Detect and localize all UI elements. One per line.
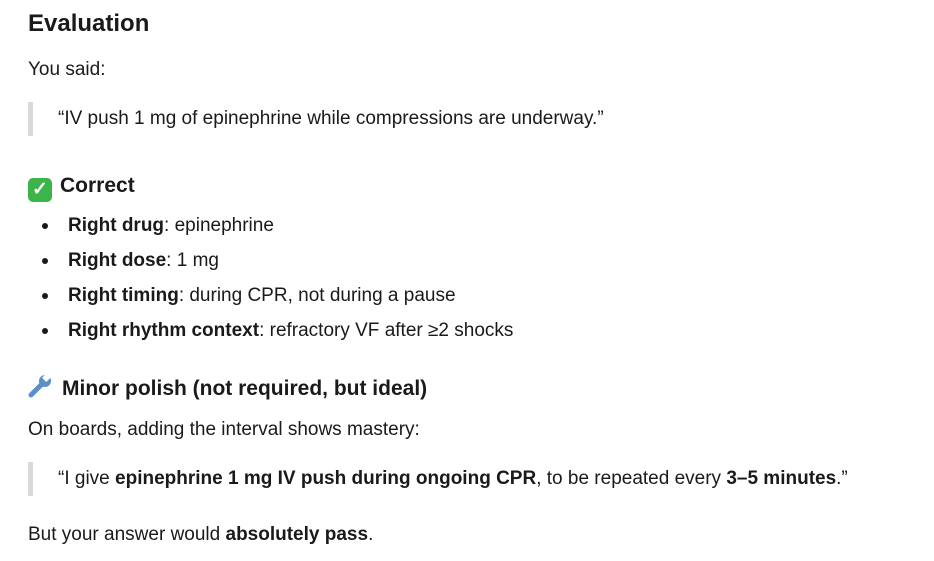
item-text: : epinephrine bbox=[164, 215, 274, 236]
item-label: Right timing bbox=[68, 285, 179, 306]
list-item bbox=[28, 278, 513, 313]
quote-bold: epinephrine 1 mg IV push during ongoing CPR bbox=[115, 468, 537, 489]
item-text: : during CPR, not during a pause bbox=[178, 285, 456, 306]
list-item bbox=[28, 313, 513, 348]
item-text: : 1 mg bbox=[166, 250, 219, 271]
item-label: Right dose bbox=[68, 250, 167, 271]
correct-list bbox=[28, 208, 513, 348]
polish-heading bbox=[28, 374, 427, 401]
list-item bbox=[28, 243, 513, 278]
quote-text: “I give bbox=[58, 468, 116, 489]
closing-text bbox=[28, 524, 373, 546]
closing-bold: absolutely pass bbox=[225, 524, 369, 545]
quote-text: , to be repeated every bbox=[536, 468, 727, 489]
wrench-icon bbox=[28, 374, 54, 398]
polish-intro: On boards, adding the interval shows mastery: bbox=[28, 419, 420, 440]
quote-text: .” bbox=[836, 468, 848, 489]
correct-title: Correct bbox=[60, 174, 135, 197]
check-mark-icon: ✓ bbox=[28, 178, 52, 202]
item-label: Right rhythm context bbox=[68, 320, 260, 341]
ideal-answer-quote bbox=[28, 462, 848, 496]
student-answer-quote: “IV push 1 mg of epinephrine while compressions are underway.” bbox=[28, 102, 604, 136]
closing-start: But your answer would bbox=[28, 524, 226, 545]
quote-bold: 3–5 minutes bbox=[726, 468, 837, 489]
you-said-label: You said: bbox=[28, 59, 106, 80]
list-item bbox=[28, 208, 513, 243]
item-label: Right drug bbox=[68, 215, 165, 236]
closing-end: . bbox=[368, 524, 374, 545]
polish-title: Minor polish (not required, but ideal) bbox=[62, 377, 428, 400]
correct-heading bbox=[28, 174, 135, 202]
page-title: Evaluation bbox=[28, 10, 150, 37]
item-text: : refractory VF after ≥2 shocks bbox=[259, 320, 514, 341]
